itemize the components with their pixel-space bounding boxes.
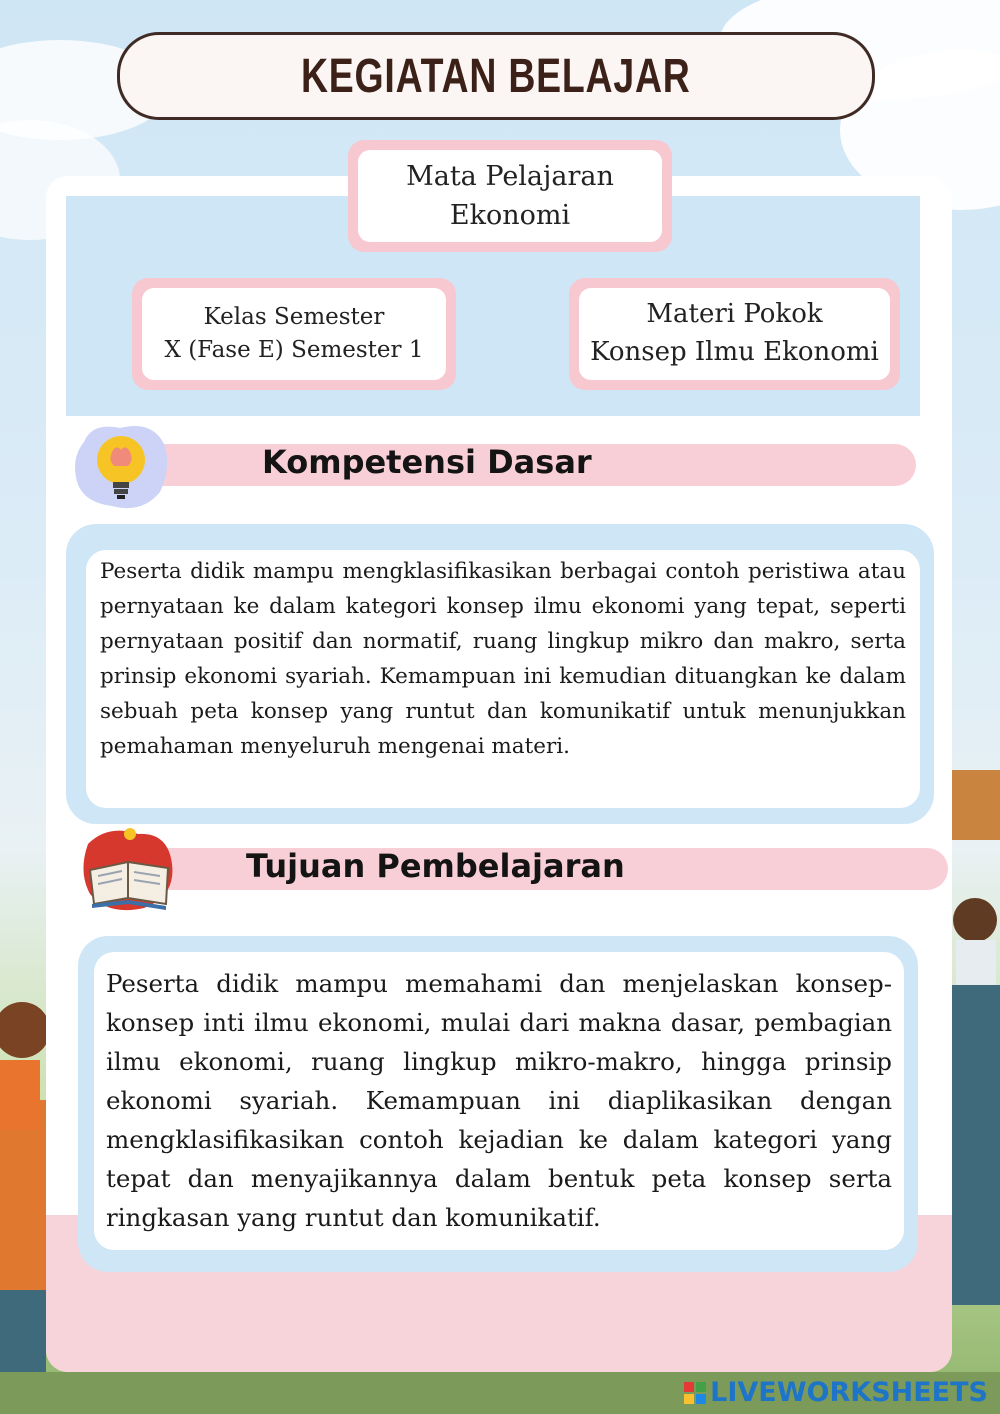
lightbulb-brain-icon	[72, 422, 170, 510]
objectives-text-box	[94, 952, 904, 1250]
competence-heading: Kompetensi Dasar	[262, 443, 592, 481]
objectives-heading: Tujuan Pembelajaran	[246, 847, 625, 885]
main-topic-label: Materi Pokok	[646, 299, 823, 330]
subject-box	[348, 140, 672, 252]
page-title: KEGIATAN BELAJAR	[301, 49, 691, 103]
main-topic-box	[569, 278, 900, 390]
class-semester-value: X (Fase E) Semester 1	[164, 337, 424, 363]
subject-value: Ekonomi	[449, 200, 571, 231]
class-semester-box	[132, 278, 456, 390]
competence-text: Peserta didik mampu mengklasifikasikan berbagai contoh peristiwa atau pernyataan ke dalam kategori konsep ilmu ekonomi yang tepat, seperti pernyataan positif dan normatif, ruang lingkup mikro dan makro, serta prinsip ekonomi syariah. Kemampuan ini kemudian dituangkan ke dalam sebuah peta konsep yang runtut dan komunikatif untuk menunjukkan pemahaman menyeluruh mengenai materi.	[100, 559, 906, 759]
brand-logo-icon	[684, 1382, 706, 1404]
main-topic-value: Konsep Ilmu Ekonomi	[590, 337, 879, 367]
open-book-icon	[78, 824, 180, 912]
brand-name: LIVEWORKSHEETS	[710, 1377, 988, 1408]
competence-text-box	[86, 550, 920, 808]
objectives-text: Peserta didik mampu memahami dan menjelaskan konsep-konsep inti ilmu ekonomi, mulai dari makna dasar, pembagian ilmu ekonomi, ruang lingkup mikro-makro, hingga prinsip ekonomi syariah. Kemampuan ini diaplikasikan dengan mengklasifikasikan contoh kejadian ke dalam kategori yang tepat dan menyajikannya dalam bentuk peta konsep serta ringkasan yang runtut dan komunikatif.	[106, 969, 892, 1232]
page-title-banner	[117, 32, 875, 120]
class-semester-label: Kelas Semester	[203, 303, 385, 330]
subject-label: Mata Pelajaran	[406, 160, 614, 192]
liveworksheets-brand	[684, 1377, 988, 1408]
